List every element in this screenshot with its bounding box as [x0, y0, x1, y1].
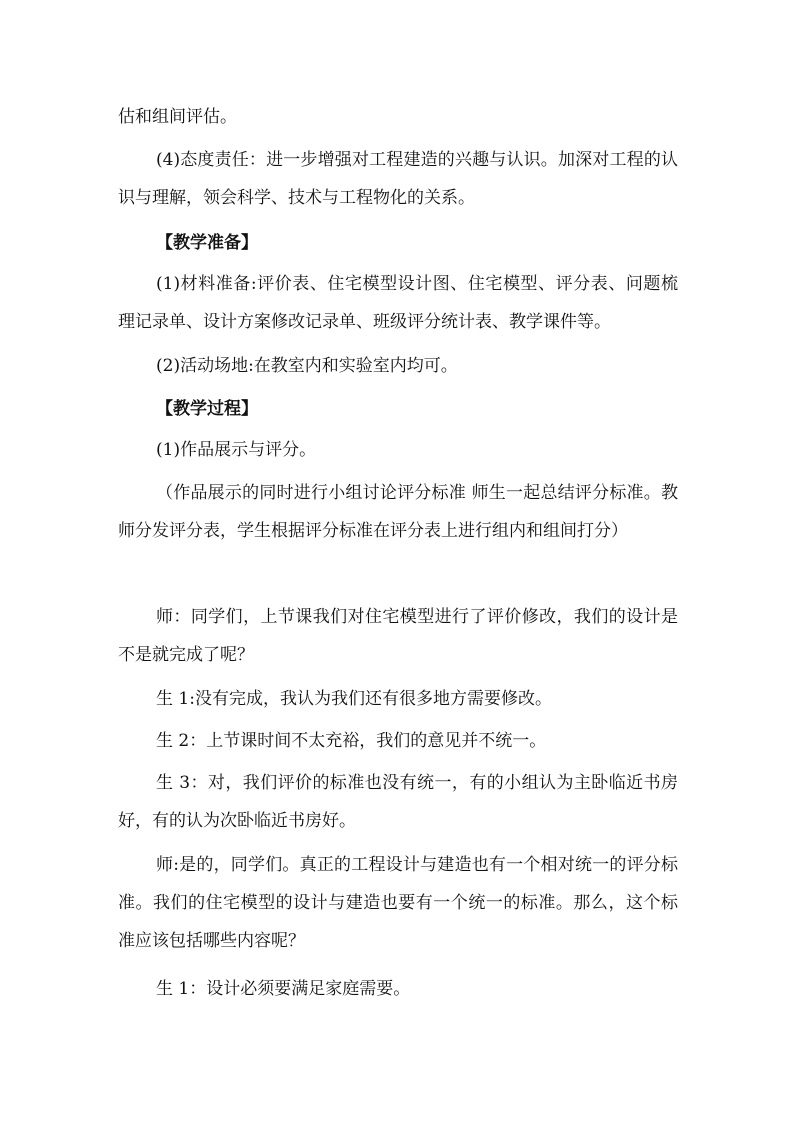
paragraph-continuation: 估和组间评估。	[118, 107, 237, 127]
paragraph-student-1: 生 1:没有完成，我认为我们还有很多地方需要修改。	[156, 689, 552, 709]
paragraph-teacher-1: 师：同学们，上节课我们对住宅模型进行了评价修改，我们的设计是不是就完成了呢？	[118, 607, 678, 665]
paragraph-material-preparation: (1)材料准备:评价表、住宅模型设计图、住宅模型、评分表、问题梳理记录单、设计方案修改记录单、班级评分统计表、教学课件等。	[118, 274, 678, 332]
paragraph-work-display: (1)作品展示与评分。	[156, 440, 317, 460]
heading-teaching-process: 【教学过程】	[156, 399, 258, 419]
paragraph-student-1-reply: 生 1：设计必须要满足家庭需要。	[156, 979, 411, 999]
paragraph-display-note: （作品展示的同时进行小组讨论评分标准 师生一起总结评分标准。教师分发评分表，学生根据评分标准在评分表上进行组内和组间打分）	[118, 483, 678, 541]
heading-teaching-preparation: 【教学准备】	[156, 233, 258, 253]
paragraph-student-3: 生 3：对，我们评价的标准也没有统一，有的小组认为主卧临近书房好，有的认为次卧临近书房好。	[118, 773, 678, 831]
paragraph-activity-venue: (2)活动场地:在教室内和实验室内均可。	[156, 356, 458, 376]
paragraph-student-2: 生 2：上节课时间不太充裕，我们的意见并不统一。	[156, 731, 547, 751]
paragraph-teacher-2: 师:是的，同学们。真正的工程设计与建造也有一个相对统一的评分标准。我们的住宅模型的设计与建造也要有一个统一的标准。那么，这个标准应该包括哪些内容呢？	[118, 855, 678, 951]
paragraph-attitude-responsibility: (4)态度责任：进一步增强对工程建造的兴趣与认识。加深对工程的认识与理解，领会科学、技术与工程物化的关系。	[118, 150, 678, 208]
